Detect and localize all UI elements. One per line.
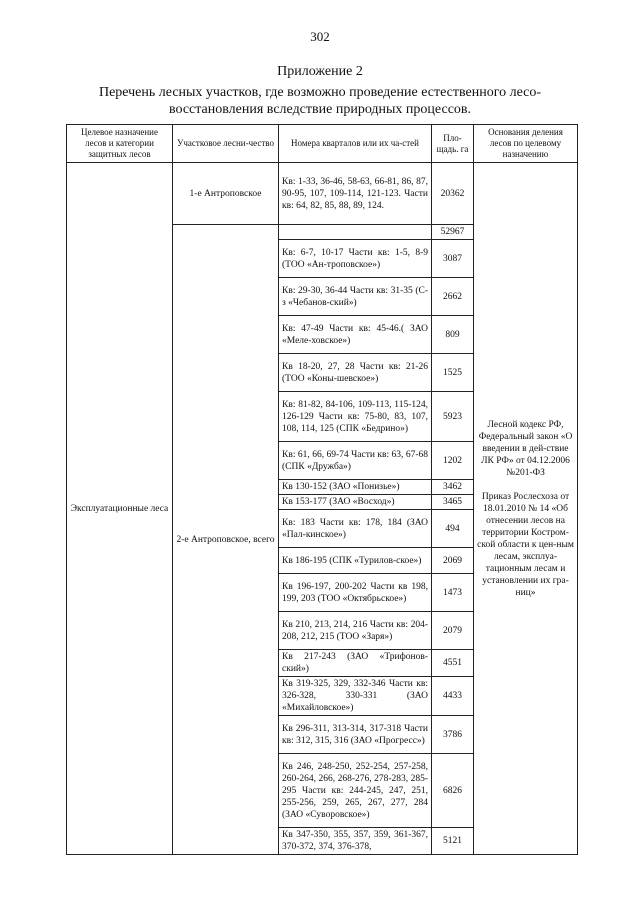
appendix-title: Приложение 2 — [277, 64, 363, 79]
table-header-row — [67, 125, 578, 163]
quarters-cell: Кв 319-325, 329, 332-346 Части кв: 326-328, 330-331 (ЗАО «Михайловское») — [279, 677, 432, 716]
quarters-cell: Кв: 1-33, 36-46, 58-63, 66-81, 86, 87, 90-95, 107, 109-114, 121-123. Части кв: 64, 82, 85, 88, 89, 124. — [279, 163, 432, 225]
table-row — [67, 163, 578, 225]
document-title: Перечень лесных участков, где возможно проведение естественного лесо-восстановления вследствие природных процессов. — [98, 85, 542, 117]
area-cell: 2069 — [432, 548, 474, 574]
area-cell: 809 — [432, 316, 474, 354]
area-cell: 6826 — [432, 754, 474, 828]
header-basis: Основания деления лесов по целевому назначению — [474, 125, 578, 163]
quarters-cell: Кв 18-20, 27, 28 Части кв: 21-26 (ТОО «Коны-шевское») — [279, 354, 432, 392]
quarters-cell: Кв: 29-30, 36-44 Части кв: 31-35 (С-з «Чебанов-ский») — [279, 278, 432, 316]
area-cell: 5121 — [432, 828, 474, 855]
basis-text-1: Лесной кодекс РФ, Федеральный закон «О введении в дей-ствие ЛК РФ» от 04.12.2006 №201-ФЗ — [478, 419, 573, 478]
area-cell: 52967 — [432, 225, 474, 240]
quarters-cell: Кв 210, 213, 214, 216 Части кв: 204-208, 212, 215 (ТОО «Заря») — [279, 612, 432, 650]
quarters-cell: Кв: 183 Части кв: 178, 184 (ЗАО «Пал-кинское») — [279, 510, 432, 548]
forest-plots-table — [66, 124, 578, 855]
area-cell: 4433 — [432, 677, 474, 716]
header-forestry: Участковое лесни-чество — [173, 125, 279, 163]
quarters-cell: Кв 347-350, 355, 357, 359, 361-367, 370-372, 374, 376-378, — [279, 828, 432, 855]
area-cell: 4551 — [432, 650, 474, 677]
basis-text-2: Приказ Рослесхоза от 18.01.2010 № 14 «Об отнесении лесов на территории Костром-ской области к цен-ным лесам, эксплуа-тационным лесам и установлении их гра-ниц» — [477, 491, 574, 598]
area-cell: 3465 — [432, 495, 474, 510]
quarters-cell — [279, 225, 432, 240]
header-area: Пло-щадь. га — [432, 125, 474, 163]
basis-cell — [474, 163, 578, 855]
area-cell: 494 — [432, 510, 474, 548]
area-cell: 3087 — [432, 240, 474, 278]
quarters-cell: Кв: 47-49 Части кв: 45-46.( ЗАО «Меле-ховское») — [279, 316, 432, 354]
area-cell: 3462 — [432, 480, 474, 495]
area-cell: 3786 — [432, 716, 474, 754]
area-cell: 1525 — [432, 354, 474, 392]
quarters-cell: Кв: 61, 66, 69-74 Части кв: 63, 67-68 (СПК «Дружба») — [279, 442, 432, 480]
area-cell: 1202 — [432, 442, 474, 480]
quarters-cell: Кв: 81-82, 84-106, 109-113, 115-124, 126-129 Части кв: 75-80, 83, 107, 108, 114, 125 (СПК «Бедрино») — [279, 392, 432, 442]
area-cell: 2662 — [432, 278, 474, 316]
area-cell: 5923 — [432, 392, 474, 442]
quarters-cell: Кв: 6-7, 10-17 Части кв: 1-5, 8-9 (ТОО «Ан-троповское») — [279, 240, 432, 278]
header-quarters: Номера кварталов или их ча-стей — [279, 125, 432, 163]
area-cell: 1473 — [432, 574, 474, 612]
area-cell: 2079 — [432, 612, 474, 650]
quarters-cell: Кв 217-243 (ЗАО «Трифонов-ский») — [279, 650, 432, 677]
quarters-cell: Кв 196-197, 200-202 Части кв 198, 199, 203 (ТОО «Октябрьское») — [279, 574, 432, 612]
quarters-cell: Кв 130-152 (ЗАО «Понизье») — [279, 480, 432, 495]
purpose-cell: Эксплуатационные леса — [67, 163, 173, 855]
quarters-cell: Кв 186-195 (СПК «Турилов-ское») — [279, 548, 432, 574]
quarters-cell: Кв 246, 248-250, 252-254, 257-258, 260-264, 266, 268-276, 278-283, 285-295 Части кв: 244-245, 247, 251, 255-256, 259, 265, 267, 277, 284 (ЗАО «Суворовское») — [279, 754, 432, 828]
area-cell: 20362 — [432, 163, 474, 225]
forestry-cell-1: 1-е Антроповское — [173, 163, 279, 225]
quarters-cell: Кв 153-177 (ЗАО «Восход») — [279, 495, 432, 510]
page-number: 302 — [310, 29, 330, 44]
header-purpose: Целевое назначение лесов и категории защитных лесов — [67, 125, 173, 163]
forestry-cell-2: 2-е Антроповское, всего — [173, 225, 279, 855]
quarters-cell: Кв 296-311, 313-314, 317-318 Части кв: 312, 315, 316 (ЗАО «Прогресс») — [279, 716, 432, 754]
